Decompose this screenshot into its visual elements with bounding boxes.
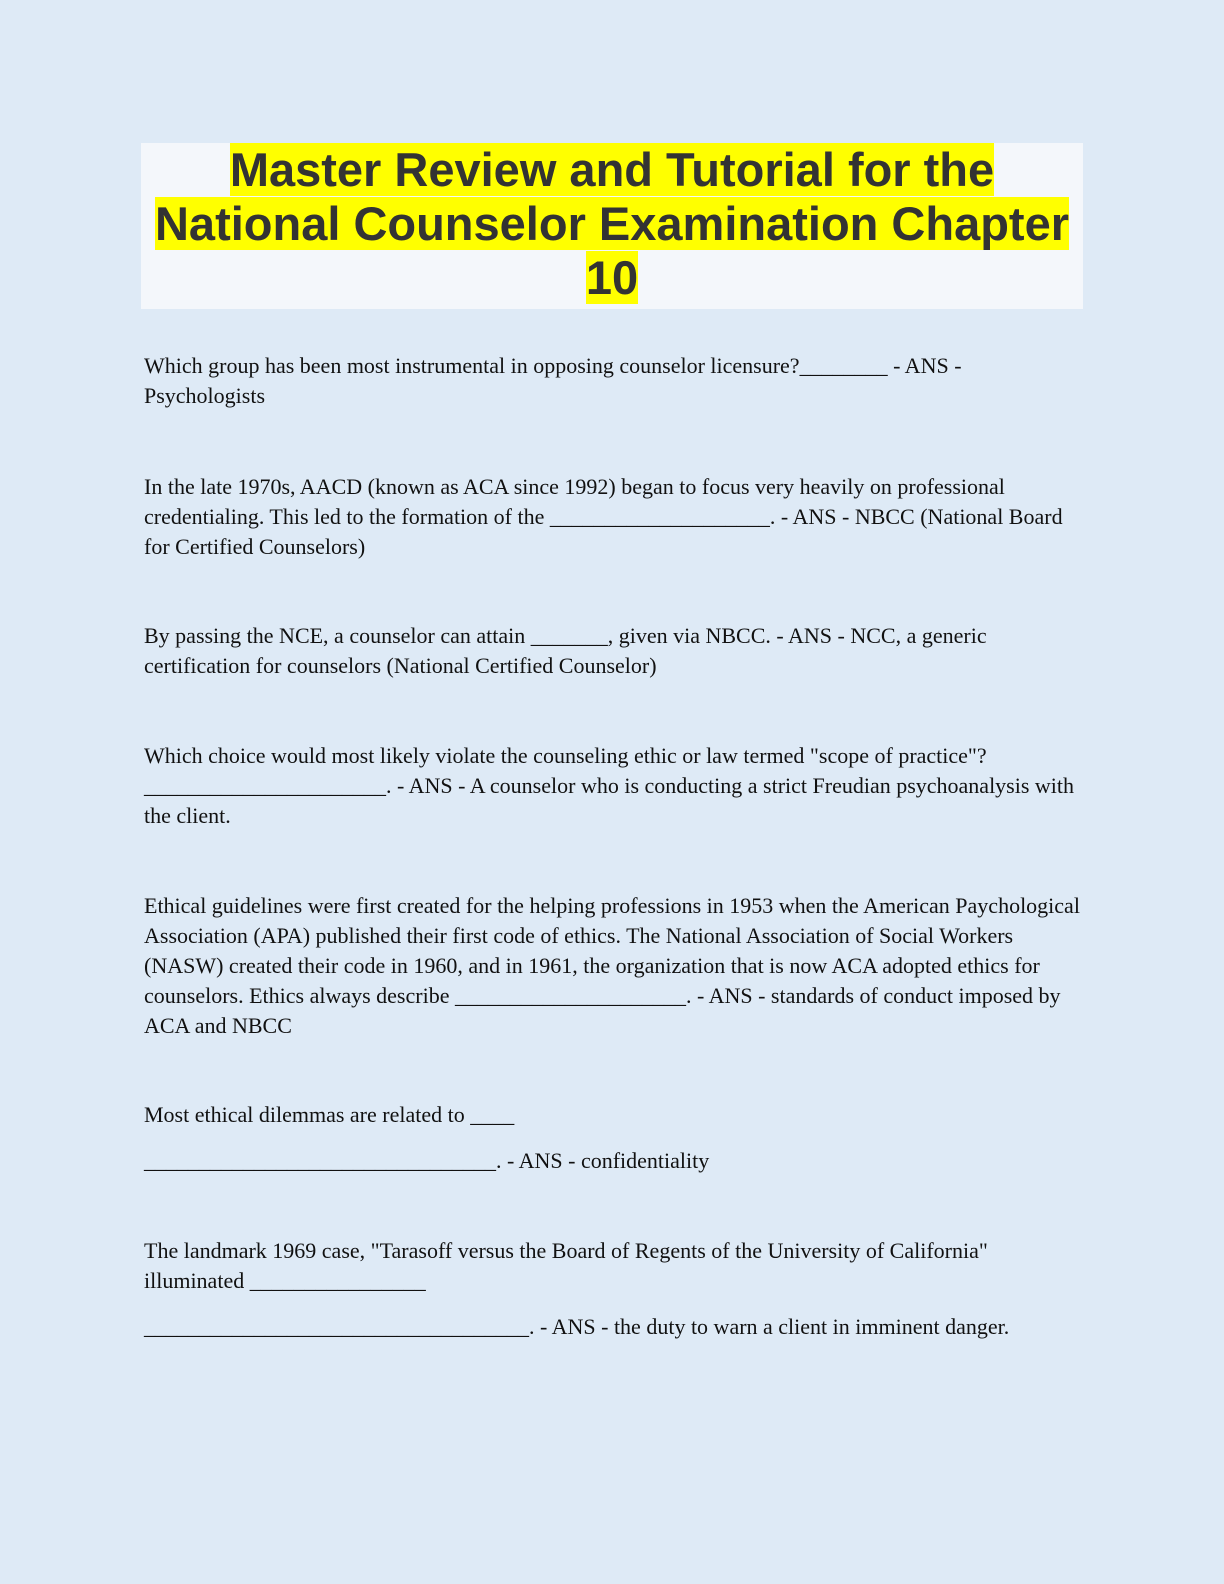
qa-item-7-answer: ___________________________________. - ANS - the duty to warn a client in imminent danger. <box>144 1314 1010 1339</box>
qa-item-2-text: In the late 1970s, AACD (known as ACA since 1992) began to focus very heavily on professional credentialing. This led to the formation of the ____________________. - ANS - NBCC (National Board for Certified Counselors) <box>144 474 1063 559</box>
qa-item-3-text: By passing the NCE, a counselor can attain _______, given via NBCC. - ANS - NCC, a generic certification for counselors (National Certified Counselor) <box>144 623 987 678</box>
qa-item-7-question: The landmark 1969 case, "Tarasoff versus the Board of Regents of the University of California" illuminated ________________ <box>144 1238 988 1293</box>
qa-item-7 <box>144 1236 1084 1342</box>
qa-item-5-text: Ethical guidelines were first created for the helping professions in 1953 when the American Paychological Association (APA) published their first code of ethics. The National Association of Social Workers (NASW) created their code in 1960, and in 1961, the organization that is now ACA adopted ethics for counselors. Ethics always describe _____________________. - ANS - standards of conduct imposed by ACA and NBCC <box>144 893 1080 1038</box>
qa-item-6-answer: ________________________________. - ANS - confidentiality <box>144 1148 710 1173</box>
qa-item-6-question: Most ethical dilemmas are related to ____ <box>144 1102 515 1127</box>
qa-item-3 <box>144 621 1084 681</box>
qa-item-2 <box>144 472 1084 562</box>
qa-item-4-text: Which choice would most likely violate the counseling ethic or law termed "scope of practice"? ______________________. - ANS - A counselor who is conducting a strict Freudian psychoanalysis with the client. <box>144 743 1075 828</box>
document-title <box>141 143 1083 309</box>
qa-item-5 <box>144 891 1084 1041</box>
document-title-text: Master Review and Tutorial for the National Counselor Examination Chapter 10 <box>154 143 1070 304</box>
qa-item-6 <box>144 1100 1084 1176</box>
qa-item-4 <box>144 741 1084 831</box>
qa-item-1 <box>144 351 1084 411</box>
qa-item-1-text: Which group has been most instrumental in opposing counselor licensure?________ - ANS - Psychologists <box>144 353 962 408</box>
